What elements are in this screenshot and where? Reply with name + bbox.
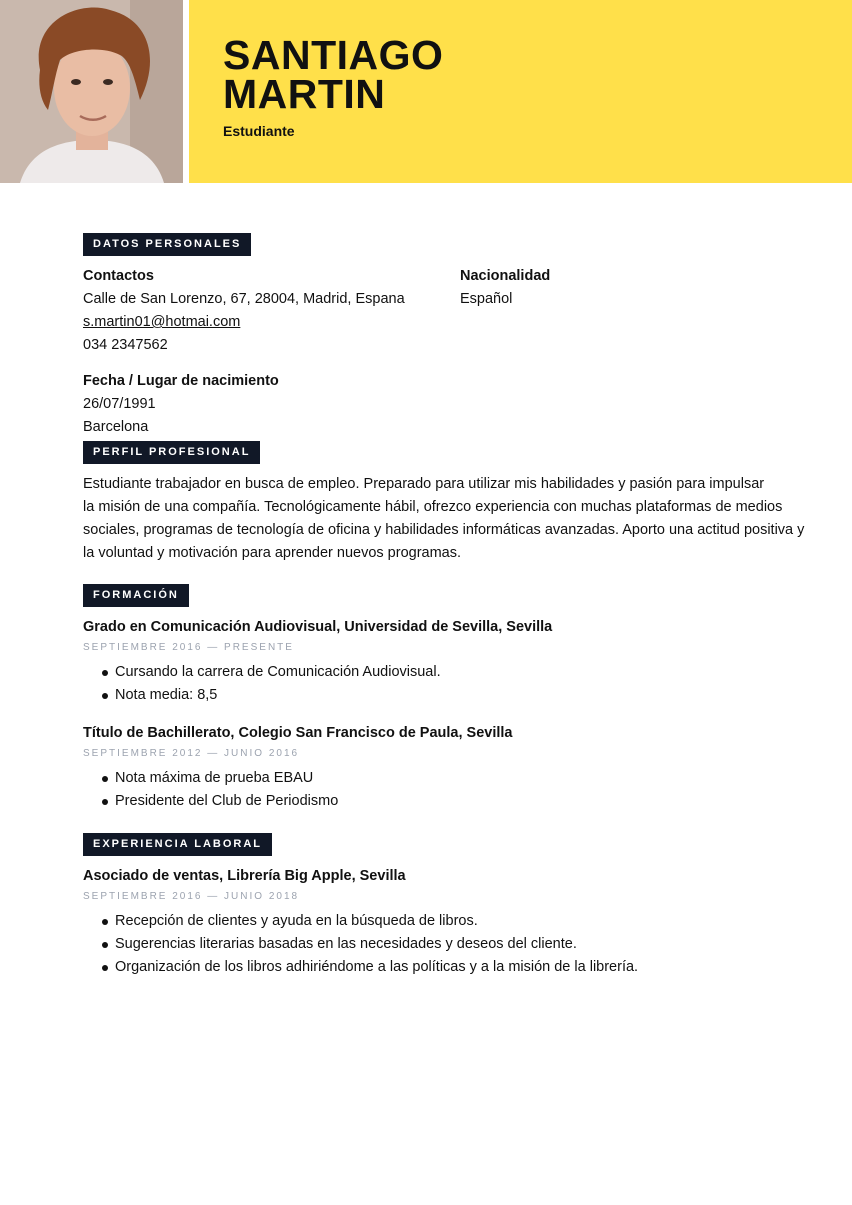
section-perfil-profesional: PERFIL PROFESIONAL: [83, 441, 260, 464]
list-item: Nota media: 8,5: [115, 684, 441, 707]
list-item: Recepción de clientes y ayuda en la búsqueda de libros.: [115, 910, 638, 933]
experiencia-title: Asociado de ventas, Librería Big Apple, Sevilla: [83, 868, 406, 884]
nacimiento-label: Fecha / Lugar de nacimiento: [83, 373, 279, 389]
phone: 034 2347562: [83, 337, 168, 353]
perfil-line: sociales, programas de tecnología de oficina y habilidades informáticas avanzadas. Aporto una actitud positiva y: [83, 522, 805, 538]
list-item: Sugerencias literarias basadas en las necesidades y deseos del cliente.: [115, 933, 638, 956]
last-name: MARTIN: [223, 71, 386, 117]
formacion-bullets: [83, 661, 441, 707]
perfil-line: la voluntad y motivación para aprender nuevos programas.: [83, 545, 462, 561]
formacion-title: Título de Bachillerato, Colegio San Francisco de Paula, Sevilla: [83, 725, 513, 741]
perfil-line: la misión de una compañía. Tecnológicamente hábil, ofrezco experiencia con muchas plataformas de medios: [83, 499, 783, 515]
section-experiencia-laboral: EXPERIENCIA LABORAL: [83, 833, 272, 856]
email-link[interactable]: s.martin01@hotmai.com: [83, 314, 241, 330]
section-formacion: FORMACIÓN: [83, 584, 189, 607]
nacionalidad: Español: [460, 291, 513, 307]
perfil-line: Estudiante trabajador en busca de empleo. Preparado para utilizar mis habilidades y pasión para impulsar: [83, 476, 765, 492]
candidate-role: Estudiante: [223, 123, 295, 139]
list-item: Presidente del Club de Periodismo: [115, 790, 338, 813]
formacion-bullets: [83, 767, 338, 813]
nacionalidad-label: Nacionalidad: [460, 268, 551, 284]
experiencia-bullets: [83, 910, 638, 979]
list-item: Nota máxima de prueba EBAU: [115, 767, 338, 790]
experiencia-dates: SEPTIEMBRE 2016 — JUNIO 2018: [83, 891, 300, 902]
candidate-name: [223, 32, 444, 117]
first-name: SANTIAGO: [223, 32, 444, 78]
formacion-title: Grado en Comunicación Audiovisual, Universidad de Sevilla, Sevilla: [83, 619, 553, 635]
list-item: Cursando la carrera de Comunicación Audiovisual.: [115, 661, 441, 684]
section-datos-personales: DATOS PERSONALES: [83, 233, 251, 256]
list-item: Organización de los libros adhiriéndome a las políticas y a la misión de la librería.: [115, 956, 638, 979]
formacion-dates: SEPTIEMBRE 2012 — JUNIO 2016: [83, 748, 300, 759]
profile-photo: [0, 0, 183, 183]
contactos-label: Contactos: [83, 268, 154, 284]
address: Calle de San Lorenzo, 67, 28004, Madrid, Espana: [83, 291, 405, 307]
perfil-paragraph: [83, 473, 805, 565]
fecha-nacimiento: 26/07/1991: [83, 396, 156, 412]
lugar-nacimiento: Barcelona: [83, 419, 149, 435]
formacion-dates: SEPTIEMBRE 2016 — PRESENTE: [83, 642, 294, 653]
